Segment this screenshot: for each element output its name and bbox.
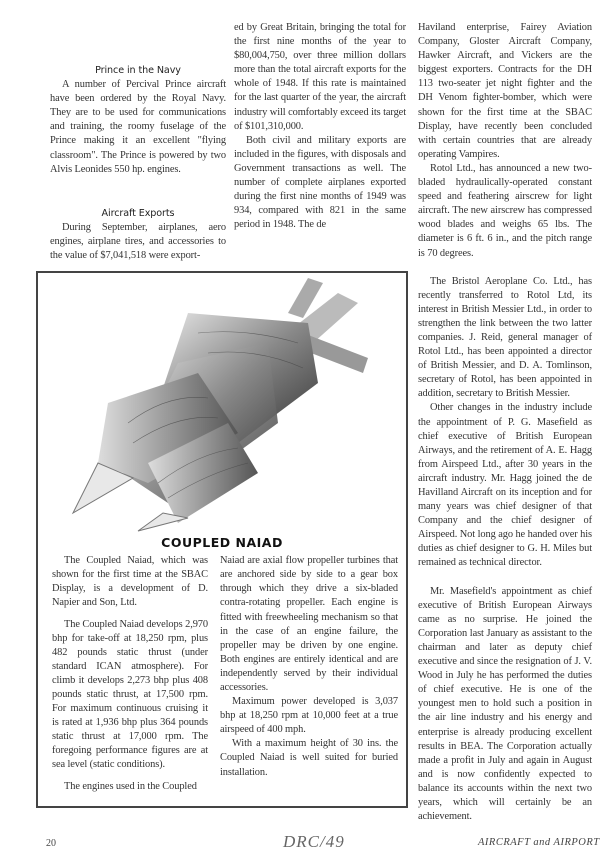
footer (0, 832, 612, 858)
engine-pair (73, 313, 318, 531)
column-1 (50, 64, 226, 263)
left-region (36, 21, 408, 808)
paragraph: The Bristol Aeroplane Co. Ltd., has recently transferred to Rotol Ltd, its interest in British Messier Ltd., in order to strengthen the link between the two latter companies. J. Reid, general manager of Rotol Ltd., has been appointed a director of British Messier, and D. A. Tomlinson, secretary of Rotol, has been appointed in addition, secretary to British Messier. (418, 275, 592, 400)
paragraph: A number of Percival Prince aircraft have been ordered by the Royal Navy. They are to be used for communications and training, the roomy fuselage of the Prince making it an excellent "flying classroom". The Prince is powered by two Alvis Leonides 550 hp. engines. (50, 79, 226, 175)
publication-name: AIRCRAFT and AIRPORT (478, 837, 600, 849)
heading-prince-in-the-navy: Prince in the Navy (95, 65, 181, 76)
paragraph: Haviland enterprise, Fairey Aviation Company, Gloster Aircraft Company, Hawker Aircraft, and Vickers are the biggest exporters. Contracts for the DH 113 two-seater jet night fighter and the DH Venom fighter-bomber, which were shown for the first time at the SBAC Display, have recently been concluded with certain countries that are already operating Vampires. (418, 22, 592, 160)
paragraph: The engines used in the Coupled (64, 780, 197, 792)
paragraph: Maximum power developed is 3,037 bhp at 18,250 rpm at 10,000 feet at a true airspeed of 400 mph. (220, 696, 398, 736)
paragraph: Naiad are axial flow propeller turbines that are anchored side by side to a gear box through which they drive a six-bladed contra-rotating propeller. Each engine is fitted with freewheeling mechanism so that in the case of an engine failure, the propeller may be driven by one engine. Both engines are entirely identical and are independently served by their individual accessories. (220, 555, 398, 693)
heading-aircraft-exports: Aircraft Exports (101, 207, 175, 219)
paragraph: During September, airplanes, aero engines, airplane tires, and accessories to the value of $7,041,518 were export- (50, 221, 226, 262)
box-column-right (220, 554, 398, 780)
coupled-naiad-feature-box (36, 271, 408, 808)
engine-photo (38, 273, 406, 535)
paragraph: ed by Great Britain, bringing the total for the first nine months of the year to $80,004,750, over three million dollars more than the total aircraft exports for the whole of 1948. If this rate is maintained for the last quarter of the year, the aircraft industry will comfortably exceed its target of $101,310,000. (234, 22, 406, 132)
paragraph: Other changes in the industry include the appointment of P. G. Masefield as chief executive of British European Airways, and the retirement of A. E. Hagg from Airspeed Ltd., after 30 years in the aircraft industry. Mr. Hagg joined the de Havilland Aircraft on its inception and for many years was chief designer of that Company and the chief designer of Airspeed. Not long ago he handed over his duties as chief designer to G. H. Miles but remained as technical director. (418, 402, 592, 569)
column-2 (234, 21, 406, 232)
column-3 (418, 21, 592, 824)
box-column-left (52, 554, 208, 794)
paragraph: Both civil and military exports are included in the figures, with disposals and Government transactions as well. The number of complete airplanes exported during the first nine months of 1949 was 934, compared with 821 in the same period in 1948. The de (234, 134, 406, 231)
paragraph: The Coupled Naiad develops 2,970 bhp for take-off at 18,250 rpm, plus 482 pounds static thrust (under standard ICAN atmosphere). For climb it develops 2,273 bhp plus 408 pounds static thrust, at 17,500 rpm. For maximum continuous cruising it is rated at 1,936 bhp plus 364 pounds static thrust at 17,000 rpm. The foregoing performance figures are at sea level (static conditions). (52, 618, 208, 771)
top-columns (36, 21, 408, 263)
handwritten-note: DRC/49 (283, 832, 345, 852)
paragraph: Mr. Masefield's appointment as chief executive of British European Airways came as no surprise. He joined the Corporation last January as assistant to the chairman and later as deputy chief executive and since the resignation of J. V. Wood in July he has performed the duties of chief executive. He is one of the youngest men to hold such a position in the air line industry and his energy and enterprise is already producing excellent results in BEA. The Corporation actually made a profit in July and again in August and is now confidently expected to balance its accounts within the next two years, which will certainly be an achievement. (418, 585, 592, 823)
page-number: 20 (46, 838, 56, 850)
box-columns (38, 554, 406, 794)
caption-coupled-naiad: COUPLED NAIAD (161, 535, 283, 551)
paragraph: With a maximum height of 30 ins. the Coupled Naiad is well suited for buried installation. (220, 738, 398, 778)
paragraph: The Coupled Naiad, which was shown for the first time at the SBAC Display, is a development of D. Napier and Son, Ltd. (52, 555, 208, 609)
paragraph: Rotol Ltd., has announced a new two-bladed hydraulically-operated constant speed and feathering airscrew for light aircraft. The new airscrew has compressed wood blades and weighs 65 lbs. The diameter is 6 ft. 6 in., and the pitch range is 70 degrees. (418, 162, 592, 259)
